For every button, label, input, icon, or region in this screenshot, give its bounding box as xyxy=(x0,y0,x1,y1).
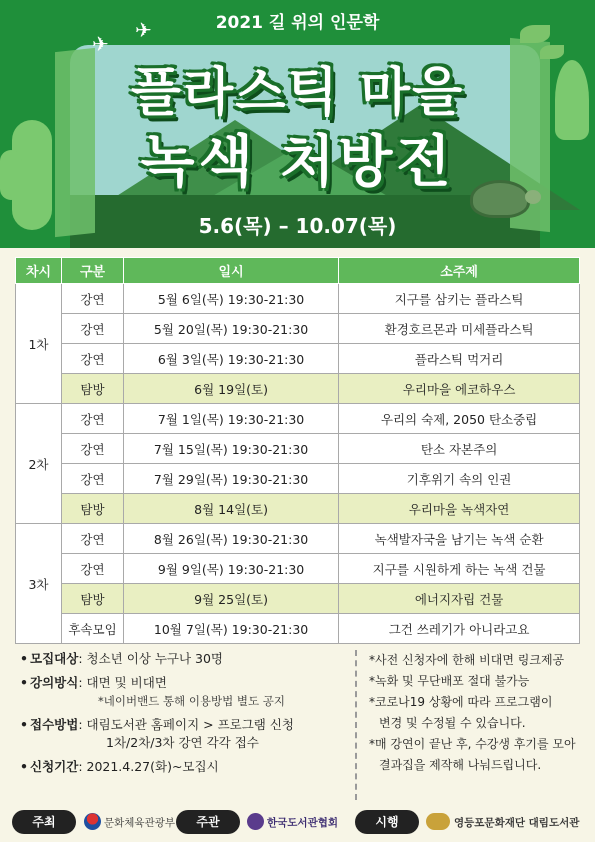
note-line: *녹화 및 무단배포 절대 불가능 xyxy=(369,674,530,688)
table-row xyxy=(16,314,580,344)
date-cell: 8월 14일(토) xyxy=(124,494,339,524)
type-cell: 탐방 xyxy=(62,494,124,524)
info-value: : 2021.4.27(화)~모집시 xyxy=(78,759,219,774)
date-cell: 8월 26일(목) 19:30-21:30 xyxy=(124,524,339,554)
date-cell: 7월 1일(목) 19:30-21:30 xyxy=(124,404,339,434)
header-round: 차시 xyxy=(16,258,62,284)
topic-cell: 기후위기 속의 인권 xyxy=(339,464,580,494)
header-date: 일시 xyxy=(124,258,339,284)
type-cell: 후속모임 xyxy=(62,614,124,644)
date-cell: 5월 20일(목) 19:30-21:30 xyxy=(124,314,339,344)
ministry-emblem-icon xyxy=(84,813,101,830)
table-row xyxy=(16,524,580,554)
info-left-column xyxy=(20,650,340,782)
info-period xyxy=(20,758,340,776)
topic-cell: 그건 쓰레기가 아니라고요 xyxy=(339,614,580,644)
table-row xyxy=(16,494,580,524)
program-subtitle: 2021 길 위의 인문학 xyxy=(215,13,380,33)
paper-plane-icon: ✈ xyxy=(92,32,109,56)
poster-title-line1: 플라스틱 마을 xyxy=(130,63,465,123)
date-cell: 5월 6일(목) 19:30-21:30 xyxy=(124,284,339,314)
topic-cell: 에너지자립 건물 xyxy=(339,584,580,614)
topic-cell: 플라스틱 먹거리 xyxy=(339,344,580,374)
type-cell: 강연 xyxy=(62,434,124,464)
header-topic: 소주제 xyxy=(339,258,580,284)
host-org: 문화체육관광부 xyxy=(104,817,176,829)
note-line: 변경 및 수정될 수 있습니다. xyxy=(379,716,526,730)
operator-org: 영등포문화재단 대림도서관 xyxy=(454,817,580,829)
topic-cell: 환경호르몬과 미세플라스틱 xyxy=(339,314,580,344)
note-line: 결과집을 제작해 나눠드립니다. xyxy=(379,758,542,772)
info-value: : 청소년 이상 누구나 30명 xyxy=(78,651,223,666)
program-dates: 5.6(목) – 10.07(목) xyxy=(198,214,397,238)
date-cell: 7월 15일(목) 19:30-21:30 xyxy=(124,434,339,464)
topic-cell: 우리마을 녹색자연 xyxy=(339,494,580,524)
sponsor-footer xyxy=(0,808,595,842)
paper-plane-icon: ✈ xyxy=(135,18,152,42)
type-cell: 강연 xyxy=(62,464,124,494)
date-cell: 6월 19일(토) xyxy=(124,374,339,404)
header-type: 구분 xyxy=(62,258,124,284)
bullet-icon: • xyxy=(20,675,28,690)
info-value: : 대림도서관 홈페이지 > 프로그램 신청 xyxy=(78,717,294,732)
bullet-icon: • xyxy=(20,651,28,666)
organizer-org: 한국도서관협회 xyxy=(267,817,339,829)
round-cell: 2차 xyxy=(16,404,62,524)
type-cell: 탐방 xyxy=(62,374,124,404)
topic-cell: 녹색발자국을 남기는 녹색 순환 xyxy=(339,524,580,554)
info-notes xyxy=(355,650,580,800)
info-target xyxy=(20,650,340,668)
table-row xyxy=(16,344,580,374)
date-cell: 7월 29일(목) 19:30-21:30 xyxy=(124,464,339,494)
date-cell: 9월 25일(토) xyxy=(124,584,339,614)
note-line: *코로나19 상황에 따라 프로그램이 xyxy=(369,695,553,709)
date-cell: 9월 9일(목) 19:30-21:30 xyxy=(124,554,339,584)
topic-cell: 지구를 삼키는 플라스틱 xyxy=(339,284,580,314)
info-label: 모집대상 xyxy=(30,651,79,666)
type-cell: 강연 xyxy=(62,314,124,344)
topic-cell: 우리의 숙제, 2050 탄소중립 xyxy=(339,404,580,434)
info-value: : 대면 및 비대면 xyxy=(78,675,167,690)
table-row xyxy=(16,434,580,464)
info-label: 강의방식 xyxy=(30,675,79,690)
table-row xyxy=(16,614,580,644)
table-row xyxy=(16,584,580,614)
host-label: 주최 xyxy=(12,810,76,834)
topic-cell: 지구를 시원하게 하는 녹색 건물 xyxy=(339,554,580,584)
program-info xyxy=(20,650,580,800)
table-row xyxy=(16,374,580,404)
poster-title-line2: 녹색 처방전 xyxy=(140,130,455,195)
date-cell: 6월 3일(목) 19:30-21:30 xyxy=(124,344,339,374)
library-association-emblem-icon xyxy=(247,813,264,830)
foundation-logo-icon xyxy=(426,813,450,830)
organizer-label: 주관 xyxy=(176,810,240,834)
bullet-icon: • xyxy=(20,717,28,732)
info-label: 신청기간 xyxy=(30,759,79,774)
round-cell: 1차 xyxy=(16,284,62,404)
note-line: *사전 신청자에 한해 비대면 링크제공 xyxy=(369,653,565,667)
table-row xyxy=(16,404,580,434)
info-method xyxy=(20,674,340,692)
date-cell: 10월 7일(목) 19:30-21:30 xyxy=(124,614,339,644)
type-cell: 강연 xyxy=(62,284,124,314)
operator-label: 시행 xyxy=(355,810,419,834)
info-label: 접수방법 xyxy=(30,717,79,732)
note-line: *매 강연이 끝난 후, 수강생 후기를 모아 xyxy=(369,737,576,751)
type-cell: 강연 xyxy=(62,404,124,434)
info-apply-note: 1차/2차/3차 강연 각각 접수 xyxy=(106,735,259,750)
type-cell: 강연 xyxy=(62,344,124,374)
type-cell: 강연 xyxy=(62,524,124,554)
poster-header xyxy=(0,0,595,248)
info-method-note: *네이버밴드 통해 이용방법 별도 공지 xyxy=(98,694,286,708)
topic-cell: 탄소 자본주의 xyxy=(339,434,580,464)
bullet-icon: • xyxy=(20,759,28,774)
table-row xyxy=(16,464,580,494)
table-row xyxy=(16,554,580,584)
info-apply xyxy=(20,716,340,734)
type-cell: 강연 xyxy=(62,554,124,584)
round-cell: 3차 xyxy=(16,524,62,644)
table-header-row xyxy=(16,258,580,284)
topic-cell: 우리마을 에코하우스 xyxy=(339,374,580,404)
schedule-table xyxy=(15,257,580,644)
type-cell: 탐방 xyxy=(62,584,124,614)
table-row xyxy=(16,284,580,314)
